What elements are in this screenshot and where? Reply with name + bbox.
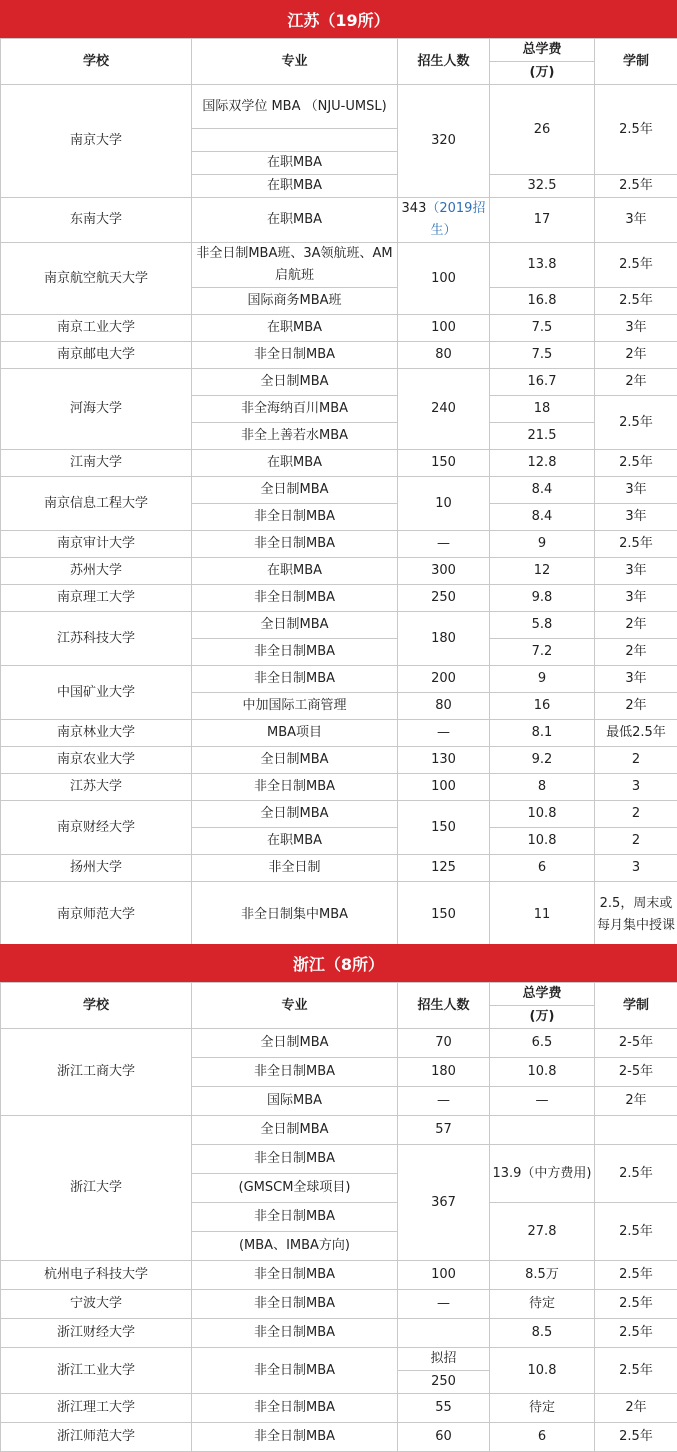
- school-cell: 南京大学: [1, 85, 192, 198]
- major-cell: 非全日制集中MBA: [192, 882, 398, 948]
- enroll-cell: 180: [398, 612, 490, 666]
- school-cell: 浙江大学: [1, 1116, 192, 1261]
- term-cell: 3年: [595, 198, 677, 243]
- term-cell: 2.5年: [595, 243, 677, 288]
- term-cell: 3年: [595, 504, 677, 531]
- major-cell: 非全日制: [192, 855, 398, 882]
- major-cell: 在职MBA: [192, 558, 398, 585]
- term-cell: 2.5年: [595, 85, 677, 175]
- enroll-cell: 250: [398, 585, 490, 612]
- enroll-cell: 250: [398, 1371, 490, 1394]
- fee-cell: 8.5: [490, 1319, 595, 1348]
- fee-cell: 26: [490, 85, 595, 175]
- enroll-cell: 70: [398, 1029, 490, 1058]
- major-cell: 非全日制MBA: [192, 1394, 398, 1423]
- major-cell: 国际双学位 MBA （NJU-UMSL): [192, 85, 398, 129]
- fee-cell: 7.2: [490, 639, 595, 666]
- term-cell: 2年: [595, 1087, 677, 1116]
- major-cell: 在职MBA: [192, 315, 398, 342]
- fee-cell: 21.5: [490, 423, 595, 450]
- header-fee-unit: (万): [490, 1006, 595, 1029]
- fee-cell: 11: [490, 882, 595, 948]
- header-enroll: 招生人数: [398, 39, 490, 85]
- term-cell: 3年: [595, 315, 677, 342]
- school-cell: 南京理工大学: [1, 585, 192, 612]
- enroll-cell: 10: [398, 477, 490, 531]
- major-cell: 非全日制MBA: [192, 774, 398, 801]
- major-cell: 非全日制MBA: [192, 666, 398, 693]
- enroll-cell: 200: [398, 666, 490, 693]
- term-cell: 2.5年: [595, 175, 677, 198]
- enroll-cell: —: [398, 1087, 490, 1116]
- major-cell: [192, 129, 398, 152]
- major-cell: 在职MBA: [192, 175, 398, 198]
- enroll-cell: 150: [398, 801, 490, 855]
- fee-cell: 6: [490, 1423, 595, 1452]
- term-cell: 2: [595, 828, 677, 855]
- major-cell: 非全日制MBA: [192, 1203, 398, 1232]
- term-cell: 2.5年: [595, 1203, 677, 1261]
- term-cell: 3: [595, 855, 677, 882]
- term-cell: 2-5年: [595, 1029, 677, 1058]
- fee-cell: 16: [490, 693, 595, 720]
- jiangsu-section-title: 江苏（19所）: [0, 0, 677, 38]
- enroll-cell: —: [398, 1290, 490, 1319]
- enroll-cell: 100: [398, 774, 490, 801]
- school-cell: 浙江理工大学: [1, 1394, 192, 1423]
- enroll-cell: 80: [398, 693, 490, 720]
- major-cell: 全日制MBA: [192, 1116, 398, 1145]
- major-cell: 中加国际工商管理: [192, 693, 398, 720]
- major-cell: 全日制MBA: [192, 747, 398, 774]
- term-cell: 3年: [595, 477, 677, 504]
- fee-cell: 8: [490, 774, 595, 801]
- major-cell: 在职MBA: [192, 152, 398, 175]
- school-cell: 宁波大学: [1, 1290, 192, 1319]
- school-cell: 浙江工业大学: [1, 1348, 192, 1394]
- enroll-cell: 150: [398, 450, 490, 477]
- major-cell: 非全日制MBA: [192, 1145, 398, 1174]
- term-cell: 3年: [595, 558, 677, 585]
- major-cell: 非全上善若水MBA: [192, 423, 398, 450]
- header-fee-unit: (万): [490, 62, 595, 85]
- fee-cell: 12: [490, 558, 595, 585]
- major-cell: 全日制MBA: [192, 801, 398, 828]
- major-cell: 非全日制MBA: [192, 342, 398, 369]
- header-school: 学校: [1, 39, 192, 85]
- header-term: 学制: [595, 39, 677, 85]
- fee-cell: 10.8: [490, 1058, 595, 1087]
- term-cell: 2-5年: [595, 1058, 677, 1087]
- major-cell: 非全日制MBA: [192, 639, 398, 666]
- term-cell: 2: [595, 801, 677, 828]
- enroll-note: （2019招生）: [426, 201, 485, 238]
- school-cell: 江苏科技大学: [1, 612, 192, 666]
- school-cell: 江南大学: [1, 450, 192, 477]
- enroll-cell: 60: [398, 1423, 490, 1452]
- fee-cell: 6: [490, 855, 595, 882]
- term-cell: 2年: [595, 639, 677, 666]
- term-cell: 2年: [595, 612, 677, 639]
- school-cell: 南京林业大学: [1, 720, 192, 747]
- fee-cell: 10.8: [490, 828, 595, 855]
- term-cell: 2.5年: [595, 1261, 677, 1290]
- fee-cell: 27.8: [490, 1203, 595, 1261]
- fee-cell: 6.5: [490, 1029, 595, 1058]
- zhejiang-section-title: 浙江（8所）: [0, 944, 677, 982]
- major-cell: 在职MBA: [192, 450, 398, 477]
- fee-cell: 9.2: [490, 747, 595, 774]
- term-cell: 2.5，周末或每月集中授课: [595, 882, 677, 948]
- fee-cell: 8.5万: [490, 1261, 595, 1290]
- school-cell: 浙江工商大学: [1, 1029, 192, 1116]
- term-cell: 2年: [595, 369, 677, 396]
- enroll-cell: 55: [398, 1394, 490, 1423]
- school-cell: 江苏大学: [1, 774, 192, 801]
- term-cell: 最低2.5年: [595, 720, 677, 747]
- header-school: 学校: [1, 983, 192, 1029]
- term-cell: 3年: [595, 585, 677, 612]
- fee-cell: 8.4: [490, 477, 595, 504]
- major-cell: 非全日制MBA: [192, 504, 398, 531]
- major-cell: 非全日制MBA: [192, 1290, 398, 1319]
- term-cell: [595, 1116, 677, 1145]
- fee-cell: 9.8: [490, 585, 595, 612]
- major-cell: 全日制MBA: [192, 612, 398, 639]
- fee-cell: 待定: [490, 1394, 595, 1423]
- school-cell: 南京航空航天大学: [1, 243, 192, 315]
- jiangsu-table: [0, 38, 677, 948]
- enroll-cell: 130: [398, 747, 490, 774]
- header-enroll: 招生人数: [398, 983, 490, 1029]
- fee-cell: 7.5: [490, 342, 595, 369]
- enroll-cell: [398, 1319, 490, 1348]
- enroll-cell: 150: [398, 882, 490, 948]
- header-major: 专业: [192, 39, 398, 85]
- school-cell: 南京信息工程大学: [1, 477, 192, 531]
- fee-cell: 8.1: [490, 720, 595, 747]
- school-cell: 浙江财经大学: [1, 1319, 192, 1348]
- term-cell: 2.5年: [595, 396, 677, 450]
- term-cell: 2年: [595, 1394, 677, 1423]
- school-cell: 南京工业大学: [1, 315, 192, 342]
- term-cell: 2.5年: [595, 1319, 677, 1348]
- term-cell: 2.5年: [595, 1348, 677, 1394]
- school-cell: 中国矿业大学: [1, 666, 192, 720]
- school-cell: 南京邮电大学: [1, 342, 192, 369]
- fee-cell: 13.9（中方费用): [490, 1145, 595, 1203]
- zhejiang-table: [0, 982, 677, 1452]
- fee-cell: 18: [490, 396, 595, 423]
- major-cell: 非全日制MBA: [192, 1058, 398, 1087]
- term-cell: 2.5年: [595, 1423, 677, 1452]
- major-cell: 非全海纳百川MBA: [192, 396, 398, 423]
- major-cell: (GMSCM全球项目): [192, 1174, 398, 1203]
- enroll-cell: [398, 198, 490, 243]
- enroll-cell: 300: [398, 558, 490, 585]
- fee-cell: 10.8: [490, 801, 595, 828]
- fee-cell: 7.5: [490, 315, 595, 342]
- fee-cell: 17: [490, 198, 595, 243]
- enroll-cell: 125: [398, 855, 490, 882]
- enroll-cell: 100: [398, 243, 490, 315]
- enroll-cell: 320: [398, 85, 490, 198]
- fee-cell: 9: [490, 666, 595, 693]
- fee-cell: 10.8: [490, 1348, 595, 1394]
- major-cell: 非全日制MBA: [192, 1348, 398, 1394]
- major-cell: 非全日制MBA: [192, 1261, 398, 1290]
- major-cell: 全日制MBA: [192, 1029, 398, 1058]
- header-term: 学制: [595, 983, 677, 1029]
- term-cell: 2: [595, 747, 677, 774]
- school-cell: 南京农业大学: [1, 747, 192, 774]
- school-cell: 扬州大学: [1, 855, 192, 882]
- header-major: 专业: [192, 983, 398, 1029]
- term-cell: 2.5年: [595, 450, 677, 477]
- term-cell: 2年: [595, 693, 677, 720]
- term-cell: 2年: [595, 342, 677, 369]
- header-fee: 总学费: [490, 983, 595, 1006]
- fee-cell: 待定: [490, 1290, 595, 1319]
- enroll-cell: 367: [398, 1145, 490, 1261]
- major-cell: 全日制MBA: [192, 369, 398, 396]
- enroll-number: 343: [402, 201, 427, 216]
- enroll-cell: —: [398, 531, 490, 558]
- major-cell: 国际商务MBA班: [192, 288, 398, 315]
- major-cell: 在职MBA: [192, 828, 398, 855]
- fee-cell: —: [490, 1087, 595, 1116]
- major-cell: 在职MBA: [192, 198, 398, 243]
- school-cell: 浙江师范大学: [1, 1423, 192, 1452]
- header-fee: 总学费: [490, 39, 595, 62]
- term-cell: 3年: [595, 666, 677, 693]
- school-cell: 东南大学: [1, 198, 192, 243]
- school-cell: 南京财经大学: [1, 801, 192, 855]
- term-cell: 2.5年: [595, 1290, 677, 1319]
- fee-cell: 5.8: [490, 612, 595, 639]
- enroll-cell: 57: [398, 1116, 490, 1145]
- term-cell: 2.5年: [595, 1145, 677, 1203]
- enroll-cell: —: [398, 720, 490, 747]
- fee-cell: [490, 1116, 595, 1145]
- term-cell: 3: [595, 774, 677, 801]
- major-cell: 全日制MBA: [192, 477, 398, 504]
- major-cell: 非全日制MBA: [192, 1423, 398, 1452]
- fee-cell: 8.4: [490, 504, 595, 531]
- school-cell: 杭州电子科技大学: [1, 1261, 192, 1290]
- major-cell: 非全日制MBA班、3A领航班、AM启航班: [192, 243, 398, 288]
- term-cell: 2.5年: [595, 531, 677, 558]
- term-cell: 2.5年: [595, 288, 677, 315]
- fee-cell: 12.8: [490, 450, 595, 477]
- school-cell: 南京师范大学: [1, 882, 192, 948]
- enroll-cell: 100: [398, 1261, 490, 1290]
- school-cell: 河海大学: [1, 369, 192, 450]
- school-cell: 南京审计大学: [1, 531, 192, 558]
- major-cell: 非全日制MBA: [192, 585, 398, 612]
- major-cell: (MBA、IMBA方向): [192, 1232, 398, 1261]
- fee-cell: 13.8: [490, 243, 595, 288]
- fee-cell: 16.8: [490, 288, 595, 315]
- major-cell: 非全日制MBA: [192, 1319, 398, 1348]
- fee-cell: 16.7: [490, 369, 595, 396]
- fee-cell: 32.5: [490, 175, 595, 198]
- enroll-cell: 80: [398, 342, 490, 369]
- major-cell: MBA项目: [192, 720, 398, 747]
- major-cell: 非全日制MBA: [192, 531, 398, 558]
- enroll-cell: 240: [398, 369, 490, 450]
- major-cell: 国际MBA: [192, 1087, 398, 1116]
- school-cell: 苏州大学: [1, 558, 192, 585]
- enroll-cell: 拟招: [398, 1348, 490, 1371]
- enroll-cell: 180: [398, 1058, 490, 1087]
- enroll-cell: 100: [398, 315, 490, 342]
- fee-cell: 9: [490, 531, 595, 558]
